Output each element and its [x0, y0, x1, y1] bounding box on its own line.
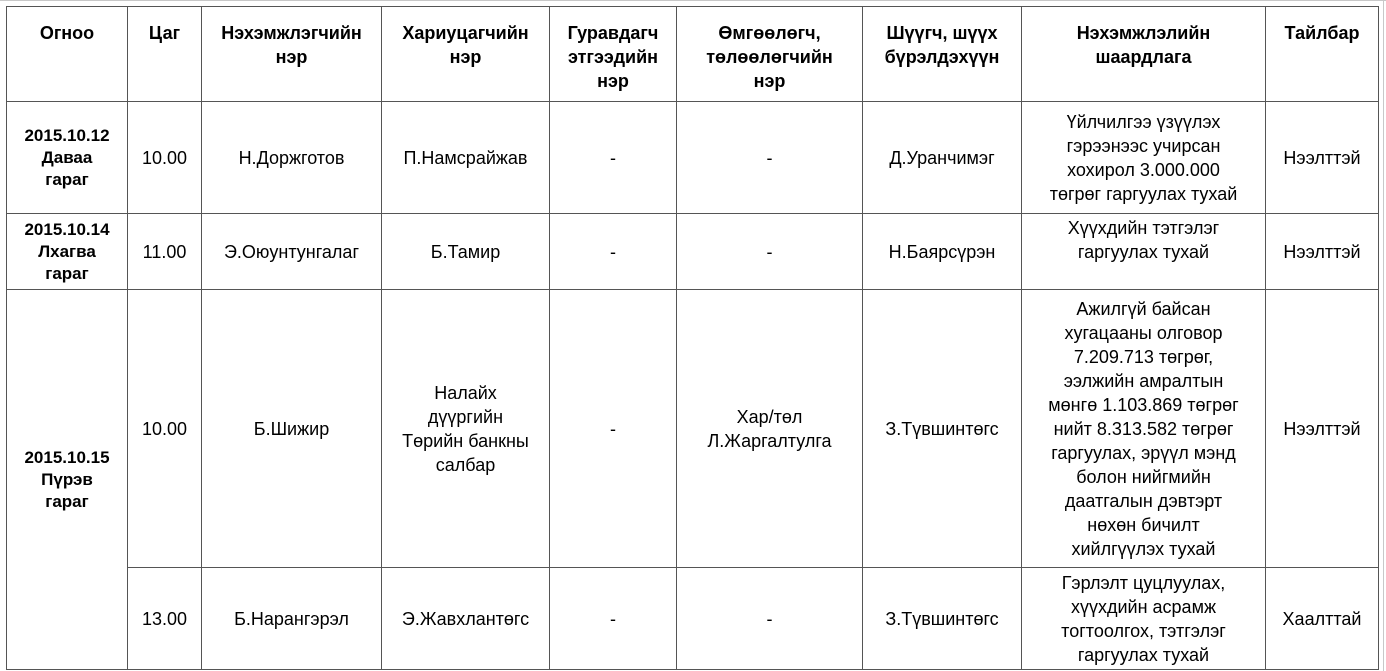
date-text: 2015.10.15 Пүрэв гараг: [24, 447, 110, 511]
header-judge-label: Шүүгч, шүүх бүрэлдэхүүн: [884, 23, 1000, 67]
header-claim-label: Нэхэмжлэлийн шаардлага: [1076, 23, 1211, 67]
third-party-cell: [550, 102, 677, 214]
defendant-cell: [382, 290, 550, 568]
table-row: [7, 568, 1379, 670]
time-text: 13.00: [141, 608, 188, 629]
claim-text: Үйлчилгээ үзүүлэх гэрээнээс учирсан хохирол 3.000.000 төгрөг гаргуулах тухай: [1049, 111, 1238, 204]
header-time: [128, 7, 202, 102]
claim-cell: [1022, 568, 1266, 670]
header-third-party-label: Гуравдагч этгээдийн нэр: [567, 23, 659, 91]
time-cell: [128, 290, 202, 568]
third-party-text: -: [610, 418, 616, 439]
header-third-party: [550, 7, 677, 102]
date-text: 2015.10.12 Даваа гараг: [24, 125, 110, 189]
time-text: 10.00: [141, 147, 188, 168]
header-claim: [1022, 7, 1266, 102]
judge-cell: [863, 102, 1022, 214]
judge-cell: [863, 290, 1022, 568]
claim-text: Ажилгүй байсан хугацааны олговор 7.209.713 төгрөг, ээлжийн амралтын мөнгө 1.103.869 төгрөг нийт 8.313.582 төгрөг гаргуулах, эрүүл мэнд болон нийгмийн даатгалын дэвтэрт нөхөн бичилт хийлгүүлэх тухай: [1048, 298, 1239, 559]
lawyer-cell: [677, 568, 863, 670]
header-date-label: Огноо: [39, 23, 95, 43]
header-defendant: [382, 7, 550, 102]
table-row: [7, 214, 1379, 290]
header-lawyer-label: Өмгөөлөгч, төлөөлөгчийн нэр: [706, 23, 833, 91]
time-cell: [128, 568, 202, 670]
header-defendant-label: Хариуцагчийн нэр: [402, 23, 529, 67]
defendant-cell: [382, 214, 550, 290]
plaintiff-text: Б.Шижир: [253, 418, 330, 439]
header-date: [7, 7, 128, 102]
lawyer-cell: [677, 102, 863, 214]
window-top-border: [0, 0, 1386, 4]
third-party-cell: [550, 214, 677, 290]
table-row: [7, 102, 1379, 214]
judge-text: Д.Уранчимэг: [889, 147, 995, 168]
judge-cell: [863, 214, 1022, 290]
header-lawyer: [677, 7, 863, 102]
note-text: Хаалттай: [1282, 608, 1362, 629]
note-cell: [1266, 290, 1379, 568]
third-party-cell: [550, 568, 677, 670]
lawyer-text: -: [766, 608, 773, 629]
plaintiff-cell: [202, 568, 382, 670]
time-cell: [128, 102, 202, 214]
lawyer-text: Хар/төл Л.Жаргалтулга: [707, 406, 832, 451]
claim-cell: [1022, 214, 1266, 290]
claim-cell: [1022, 102, 1266, 214]
claim-text: Хүүхдийн тэтгэлэг гаргуулах тухай: [1067, 218, 1220, 262]
header-judge: [863, 7, 1022, 102]
header-plaintiff: [202, 7, 382, 102]
note-text: Нээлттэй: [1283, 147, 1361, 168]
judge-cell: [863, 568, 1022, 670]
time-cell: [128, 214, 202, 290]
court-schedule-table: [6, 6, 1379, 670]
lawyer-cell: [677, 214, 863, 290]
plaintiff-text: Э.Оюунтунгалаг: [223, 241, 360, 262]
third-party-text: -: [610, 241, 616, 262]
time-text: 11.00: [142, 241, 187, 262]
date-cell: [7, 214, 128, 290]
defendant-cell: [382, 102, 550, 214]
note-text: Нээлттэй: [1283, 418, 1361, 439]
third-party-cell: [550, 290, 677, 568]
header-plaintiff-label: Нэхэмжлэгчийн нэр: [221, 23, 362, 67]
lawyer-text: -: [766, 147, 773, 168]
third-party-text: -: [610, 147, 616, 168]
note-cell: [1266, 214, 1379, 290]
note-text: Нээлттэй: [1283, 241, 1361, 262]
defendant-text: Б.Тамир: [430, 241, 501, 262]
defendant-text: Налайх дүүргийн Төрийн банкны салбар: [402, 382, 529, 475]
table-row: [7, 290, 1379, 568]
claim-text: Гэрлэлт цуцлуулах, хүүхдийн асрамж тогтоолгох, тэтгэлэг гаргуулах тухай: [1061, 572, 1226, 665]
claim-cell: [1022, 290, 1266, 568]
header-row: [7, 7, 1379, 102]
date-cell: [7, 290, 128, 670]
plaintiff-cell: [202, 102, 382, 214]
judge-text: Н.Баярсүрэн: [888, 241, 996, 262]
header-time-label: Цаг: [148, 23, 181, 43]
lawyer-cell: [677, 290, 863, 568]
third-party-text: -: [610, 608, 616, 629]
plaintiff-text: Н.Доржготов: [238, 147, 345, 168]
defendant-cell: [382, 568, 550, 670]
date-text: 2015.10.14 Лхагва гараг: [24, 219, 110, 283]
lawyer-text: -: [766, 241, 773, 262]
note-cell: [1266, 102, 1379, 214]
judge-text: З.Түвшинтөгс: [885, 418, 999, 439]
header-note-label: Тайлбар: [1284, 23, 1360, 43]
time-text: 10.00: [141, 418, 188, 439]
defendant-text: П.Намсрайжав: [403, 147, 528, 168]
defendant-text: Э.Жавхлантөгс: [401, 608, 530, 629]
note-cell: [1266, 568, 1379, 670]
plaintiff-cell: [202, 214, 382, 290]
header-note: [1266, 7, 1379, 102]
plaintiff-cell: [202, 290, 382, 568]
plaintiff-text: Б.Нарангэрэл: [234, 608, 349, 629]
date-cell: [7, 102, 128, 214]
judge-text: З.Түвшинтөгс: [885, 608, 999, 629]
